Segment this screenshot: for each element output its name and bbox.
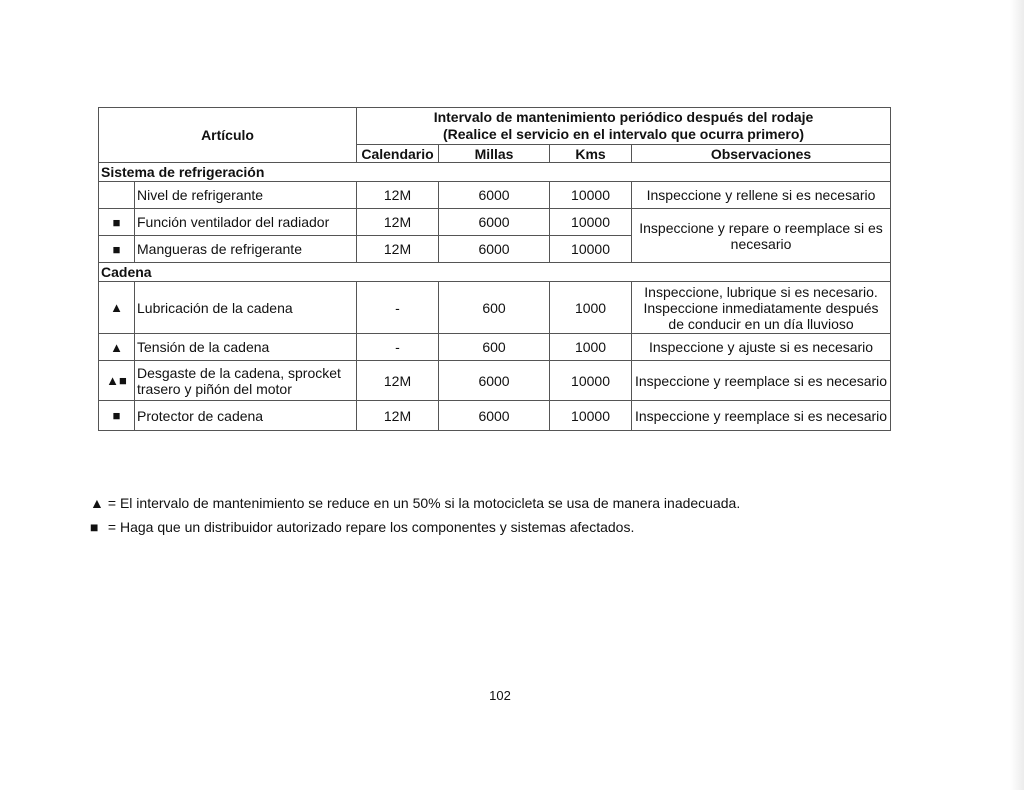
- page-edge-shadow: [1010, 0, 1024, 790]
- table-row: [99, 334, 891, 361]
- square-icon: ■: [90, 519, 99, 535]
- row-observations: Inspeccione y repare o reemplace si es necesario: [632, 209, 891, 263]
- row-observations: Inspeccione y ajuste si es necesario: [632, 334, 891, 361]
- header-article: Artículo: [99, 108, 357, 163]
- row-kms: 10000: [550, 361, 632, 401]
- row-calendar: 12M: [357, 401, 439, 431]
- row-item: Tensión de la cadena: [135, 334, 357, 361]
- row-observations: Inspeccione y reemplace si es necesario: [632, 401, 891, 431]
- row-kms: 10000: [550, 236, 632, 263]
- header-interval-subtitle: (Realice el servicio en el intervalo que ocurra primero): [443, 126, 805, 142]
- row-symbol: ■: [99, 236, 135, 263]
- triangle-icon: ▲: [90, 495, 104, 511]
- row-kms: 10000: [550, 401, 632, 431]
- header-miles: Millas: [439, 145, 550, 163]
- row-observations: Inspeccione y reemplace si es necesario: [632, 361, 891, 401]
- section-row: [99, 163, 891, 182]
- header-row-main: [99, 108, 891, 145]
- table-row: [99, 282, 891, 334]
- row-calendar: 12M: [357, 182, 439, 209]
- maintenance-table: [98, 107, 891, 431]
- section-title-chain: Cadena: [99, 263, 891, 282]
- row-symbol: ▲■: [99, 361, 135, 401]
- row-calendar: -: [357, 282, 439, 334]
- row-symbol: [99, 182, 135, 209]
- row-kms: 10000: [550, 182, 632, 209]
- row-miles: 6000: [439, 182, 550, 209]
- row-miles: 6000: [439, 361, 550, 401]
- row-symbol: ■: [99, 401, 135, 431]
- row-item: Protector de cadena: [135, 401, 357, 431]
- legend-square-text: = Haga que un distribuidor autorizado repare los componentes y sistemas afectados.: [107, 519, 635, 535]
- row-miles: 6000: [439, 401, 550, 431]
- row-miles: 600: [439, 282, 550, 334]
- row-observations: Inspeccione, lubrique si es necesario. Inspeccione inmediatamente después de conducir en un día lluvioso: [632, 282, 891, 334]
- row-item: Nivel de refrigerante: [135, 182, 357, 209]
- section-row: [99, 263, 891, 282]
- header-interval-title: Intervalo de mantenimiento periódico después del rodaje: [433, 109, 814, 125]
- row-symbol: ▲: [99, 334, 135, 361]
- table-row: [99, 209, 891, 236]
- table-row: [99, 401, 891, 431]
- row-calendar: 12M: [357, 361, 439, 401]
- row-kms: 1000: [550, 282, 632, 334]
- header-interval: [357, 108, 891, 145]
- legend-square: [90, 518, 634, 536]
- table-row: [99, 361, 891, 401]
- section-title-cooling: Sistema de refrigeración: [99, 163, 891, 182]
- row-kms: 1000: [550, 334, 632, 361]
- row-symbol: ■: [99, 209, 135, 236]
- header-observations: Observaciones: [632, 145, 891, 163]
- header-calendar: Calendario: [357, 145, 439, 163]
- table-row: [99, 182, 891, 209]
- legend-triangle: [90, 494, 740, 512]
- row-calendar: 12M: [357, 236, 439, 263]
- legend-triangle-text: = El intervalo de mantenimiento se reduce en un 50% si la motocicleta se usa de manera inadecuada.: [107, 495, 741, 511]
- row-item: Función ventilador del radiador: [135, 209, 357, 236]
- row-kms: 10000: [550, 209, 632, 236]
- row-miles: 6000: [439, 209, 550, 236]
- row-observations: Inspeccione y rellene si es necesario: [632, 182, 891, 209]
- row-item: Desgaste de la cadena, sprocket trasero y piñón del motor: [135, 361, 357, 401]
- row-calendar: -: [357, 334, 439, 361]
- header-kms: Kms: [550, 145, 632, 163]
- row-item: Lubricación de la cadena: [135, 282, 357, 334]
- row-item: Mangueras de refrigerante: [135, 236, 357, 263]
- row-miles: 600: [439, 334, 550, 361]
- row-miles: 6000: [439, 236, 550, 263]
- row-calendar: 12M: [357, 209, 439, 236]
- page-number: 102: [489, 688, 511, 703]
- row-symbol: ▲: [99, 282, 135, 334]
